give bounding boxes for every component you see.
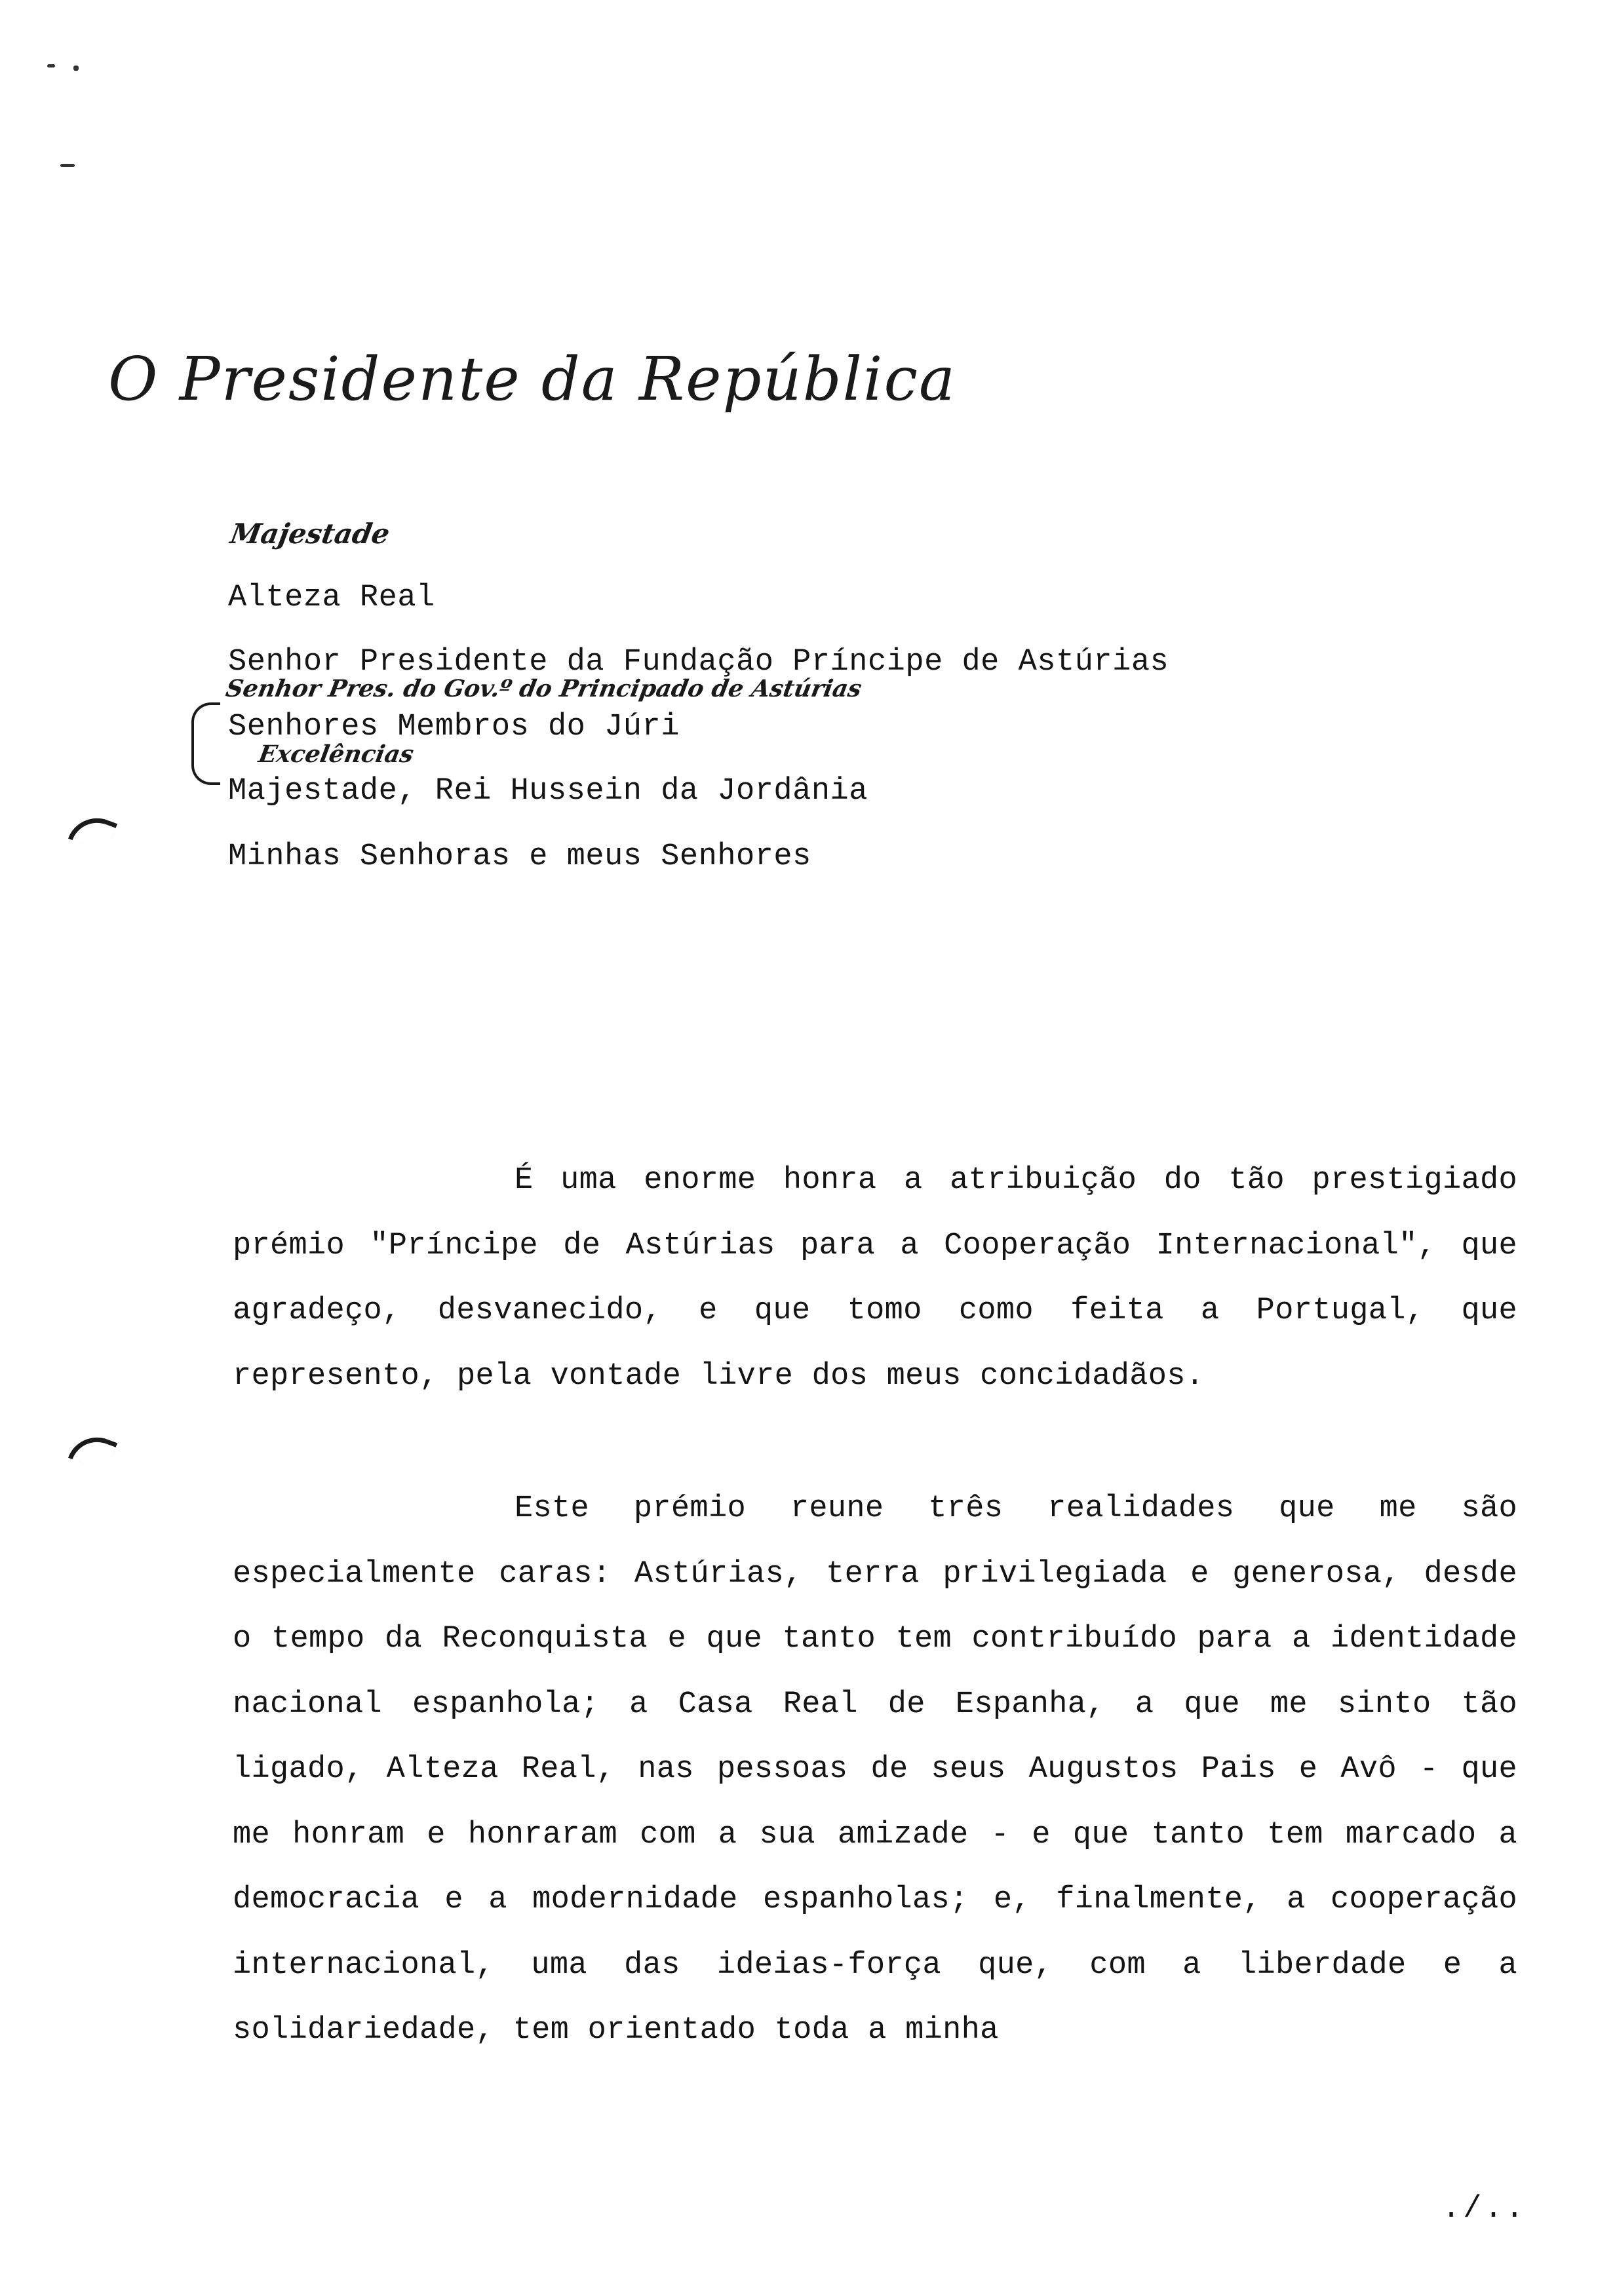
handwritten-annotation-excelencias: Excelências <box>256 740 416 768</box>
salutation-presidente-fundacao: Senhor Presidente da Fundação Príncipe de Astúrias <box>228 645 1169 679</box>
scan-speck <box>60 164 75 167</box>
salutation-senhoras-senhores: Minhas Senhoras e meus Senhores <box>228 839 811 874</box>
page-continuation-mark: ./.. <box>1442 2192 1527 2227</box>
handwritten-annotation-majestade: Majestade <box>227 518 393 550</box>
body-paragraph: É uma enorme honra a atribuição do tão prestigiado prémio "Príncipe de Astúrias para a Cooperação Internacional", que agradeço, desvanecido, e que tomo como feita a Portugal, que represento, pela vontade livre dos meus concidadãos. <box>233 1163 1517 1394</box>
salutation-membros-juri: Senhores Membros do Júri <box>228 710 680 744</box>
margin-mark <box>68 810 117 853</box>
margin-mark <box>68 1429 117 1472</box>
scan-speck <box>73 66 79 71</box>
scan-speck <box>47 64 55 67</box>
body-paragraph: Este prémio reune três realidades que me são especialmente caras: Astúrias, terra privilegiada e generosa, desde o tempo da Reconquista e que tanto tem contribuído para a identidade nacional espanhola; a Casa Real de Espanha, a que me sinto tão ligado, Alteza Real, nas pessoas de seus Augustos Pais e Avô - que me honram e honraram com a sua amizade - e que tanto tem marcado a democracia e a modernidade espanholas; e, finalmente, a cooperação internacional, uma das ideias-força que, com a liberdade e a solidariedade, tem orientado toda a minha <box>233 1491 1517 2048</box>
letterhead-title: O Presidente da República <box>108 344 956 414</box>
salutation-rei-hussein: Majestade, Rei Hussein da Jordânia <box>228 774 868 809</box>
handwritten-bracket <box>191 702 220 785</box>
handwritten-annotation-governo: Senhor Pres. do Gov.º do Principado de Astúrias <box>224 675 864 702</box>
salutation-alteza-real: Alteza Real <box>228 581 435 615</box>
